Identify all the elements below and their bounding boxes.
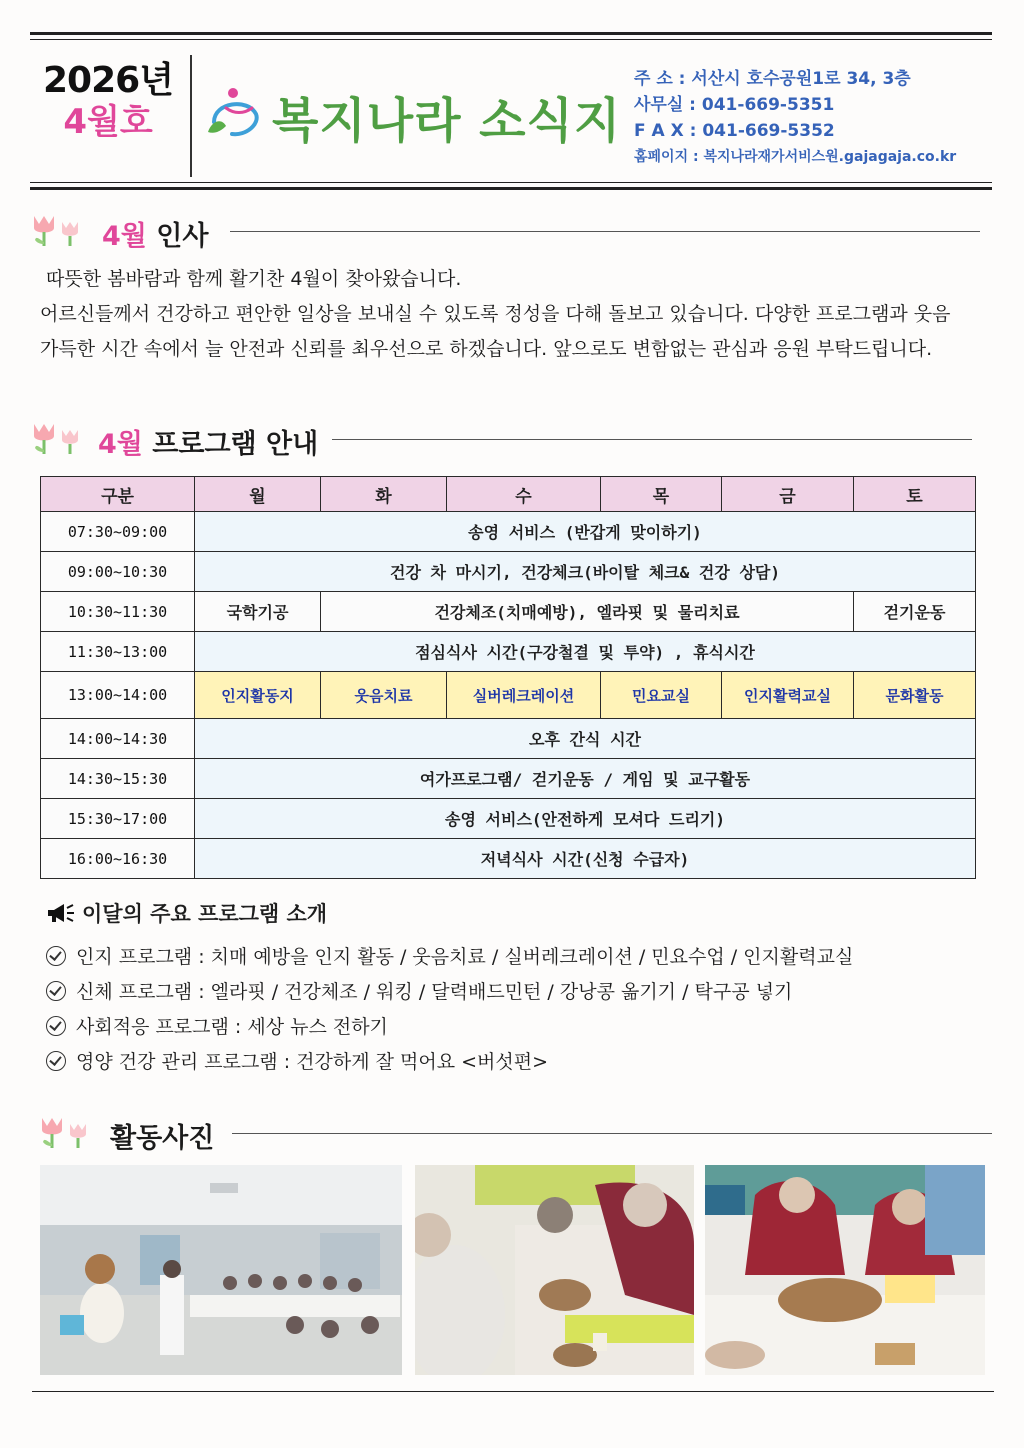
check-circle-icon: [46, 1051, 66, 1071]
table-row: [41, 799, 976, 839]
activity-cell: 저녁식사 시간(신청 수급자): [195, 839, 976, 879]
program-heading-text: [98, 422, 318, 461]
issue-label: [30, 60, 186, 142]
list-item: [46, 1010, 1006, 1045]
greeting-heading-accent: 4월: [102, 221, 147, 252]
activity-cell-saturday: 걷기운동: [854, 592, 976, 632]
time-cell: 09:00~10:30: [41, 552, 195, 592]
activity-cell-friday: 인지활력교실: [722, 672, 854, 719]
list-item-text: 인지 프로그램 : 치매 예방을 인지 활동 / 웃음치료 / 실버레크레이션 / 민요수업 / 인지활력교실: [76, 946, 854, 968]
list-item: [46, 1045, 1006, 1080]
list-item: [46, 940, 1006, 975]
greeting-heading: [30, 210, 980, 250]
photos-heading: [30, 1112, 980, 1152]
activity-cell-midweek: 건강체조(치매예방), 엘라핏 및 물리치료: [321, 592, 854, 632]
contact-fax: F A X : 041-669-5352: [634, 121, 835, 141]
time-cell: 16:00~16:30: [41, 839, 195, 879]
activity-cell: 점심식사 시간(구강철결 및 투약) , 휴식시간: [195, 632, 976, 672]
top-rule-thin: [30, 39, 992, 40]
time-cell: 11:30~13:00: [41, 632, 195, 672]
header-divider: [190, 55, 192, 177]
activity-cell: 송영 서비스(안전하게 모셔다 드리기): [195, 799, 976, 839]
time-cell: 14:00~14:30: [41, 719, 195, 759]
table-row: [41, 552, 976, 592]
time-cell: 15:30~17:00: [41, 799, 195, 839]
time-cell: 14:30~15:30: [41, 759, 195, 799]
table-row: [41, 592, 976, 632]
header-rule-thick: [30, 187, 992, 190]
highlights-heading: [46, 898, 327, 928]
contact-homepage[interactable]: 홈페이지 : 복지나라재가서비스원.gajagaja.co.kr: [634, 149, 957, 165]
activity-cell: 오후 간식 시간: [195, 719, 976, 759]
activity-cell-tuesday: 웃음치료: [321, 672, 447, 719]
issue-month: 4월호: [63, 102, 153, 142]
check-circle-icon: [46, 1016, 66, 1036]
greeting-heading-text: [102, 214, 208, 253]
table-row: [41, 719, 976, 759]
list-item-text: 신체 프로그램 : 엘라핏 / 건강체조 / 워킹 / 달력배드민턴 / 강낭콩 옮기기 / 탁구공 넣기: [76, 981, 793, 1003]
table-row: [41, 839, 976, 879]
col-header: 금: [722, 477, 854, 512]
megaphone-icon: [46, 902, 76, 924]
header-rule-thin: [30, 182, 992, 183]
program-heading-line: [332, 439, 972, 440]
table-header-row: [41, 477, 976, 512]
greeting-body: [40, 262, 970, 367]
activity-cell-monday: 인지활동지: [195, 672, 321, 719]
tulip-icon: [30, 212, 90, 248]
issue-year: 2026년: [43, 60, 173, 101]
time-cell: 10:30~11:30: [41, 592, 195, 632]
activity-cell: 여가프로그램/ 걷기운동 / 게임 및 교구활동: [195, 759, 976, 799]
tulip-icon: [30, 420, 90, 456]
photos-heading-line: [232, 1133, 992, 1134]
greeting-line-1: 따뜻한 봄바람과 함께 활기찬 4월이 찾아왔습니다.: [46, 268, 462, 290]
activity-cell-wednesday: 실버레크레이션: [447, 672, 601, 719]
col-header: 토: [854, 477, 976, 512]
table-row: [41, 759, 976, 799]
greeting-heading-line: [230, 231, 980, 232]
program-heading: [30, 418, 980, 458]
list-item-text: 영양 건강 관리 프로그램 : 건강하게 잘 먹어요 <버섯편>: [76, 1051, 548, 1073]
greeting-paragraph: 어르신들께서 건강하고 편안한 일상을 보내실 수 있도록 정성을 다해 돌보고 있습니다. 다양한 프로그램과 웃음 가득한 시간 속에서 늘 안전과 신뢰를 최우선으로 하겠습니다. 앞으로도 변함없는 관심과 응원 부탁드립니다.: [40, 303, 951, 360]
highlights-heading-text: 이달의 주요 프로그램 소개: [82, 902, 328, 926]
table-row: [41, 512, 976, 552]
activity-cell-saturday: 문화활동: [854, 672, 976, 719]
check-circle-icon: [46, 981, 66, 1001]
newsletter-title: 복지나라 소식지: [272, 93, 622, 149]
top-rule-thick: [30, 32, 992, 35]
contact-info: [634, 66, 998, 170]
list-item: [46, 975, 1006, 1010]
activity-photo-hall: [40, 1165, 402, 1375]
time-cell: 13:00~14:00: [41, 672, 195, 719]
activity-cell: 송영 서비스 (반갑게 맞이하기): [195, 512, 976, 552]
col-header: 월: [195, 477, 321, 512]
time-cell: 07:30~09:00: [41, 512, 195, 552]
logo-icon: [204, 84, 266, 140]
footer-rule: [32, 1391, 994, 1392]
activity-cell: 건강 차 마시기, 건강체크(바이탈 체크& 건강 상담): [195, 552, 976, 592]
program-heading-rest: 프로그램 안내: [142, 429, 319, 460]
program-heading-accent: 4월: [98, 429, 143, 460]
photos-heading-text: 활동사진: [110, 1123, 215, 1154]
activity-photo-mushroom-2: [705, 1165, 985, 1375]
table-row: [41, 672, 976, 719]
col-header: 구분: [41, 477, 195, 512]
greeting-heading-rest: 인사: [146, 221, 209, 252]
list-item-text: 사회적응 프로그램 : 세상 뉴스 전하기: [76, 1016, 388, 1038]
contact-address: 주 소 : 서산시 호수공원1로 34, 3층: [634, 69, 911, 89]
activity-photo-mushroom-1: [415, 1165, 694, 1375]
col-header: 수: [447, 477, 601, 512]
activity-cell-thursday: 민요교실: [601, 672, 722, 719]
table-row: [41, 632, 976, 672]
program-schedule-table: [40, 476, 976, 879]
col-header: 목: [601, 477, 722, 512]
activity-cell-monday: 국학기공: [195, 592, 321, 632]
contact-office: 사무실 : 041-669-5351: [634, 95, 835, 115]
highlights-list: [46, 940, 1006, 1080]
col-header: 화: [321, 477, 447, 512]
tulip-icon: [38, 1114, 98, 1150]
check-circle-icon: [46, 946, 66, 966]
